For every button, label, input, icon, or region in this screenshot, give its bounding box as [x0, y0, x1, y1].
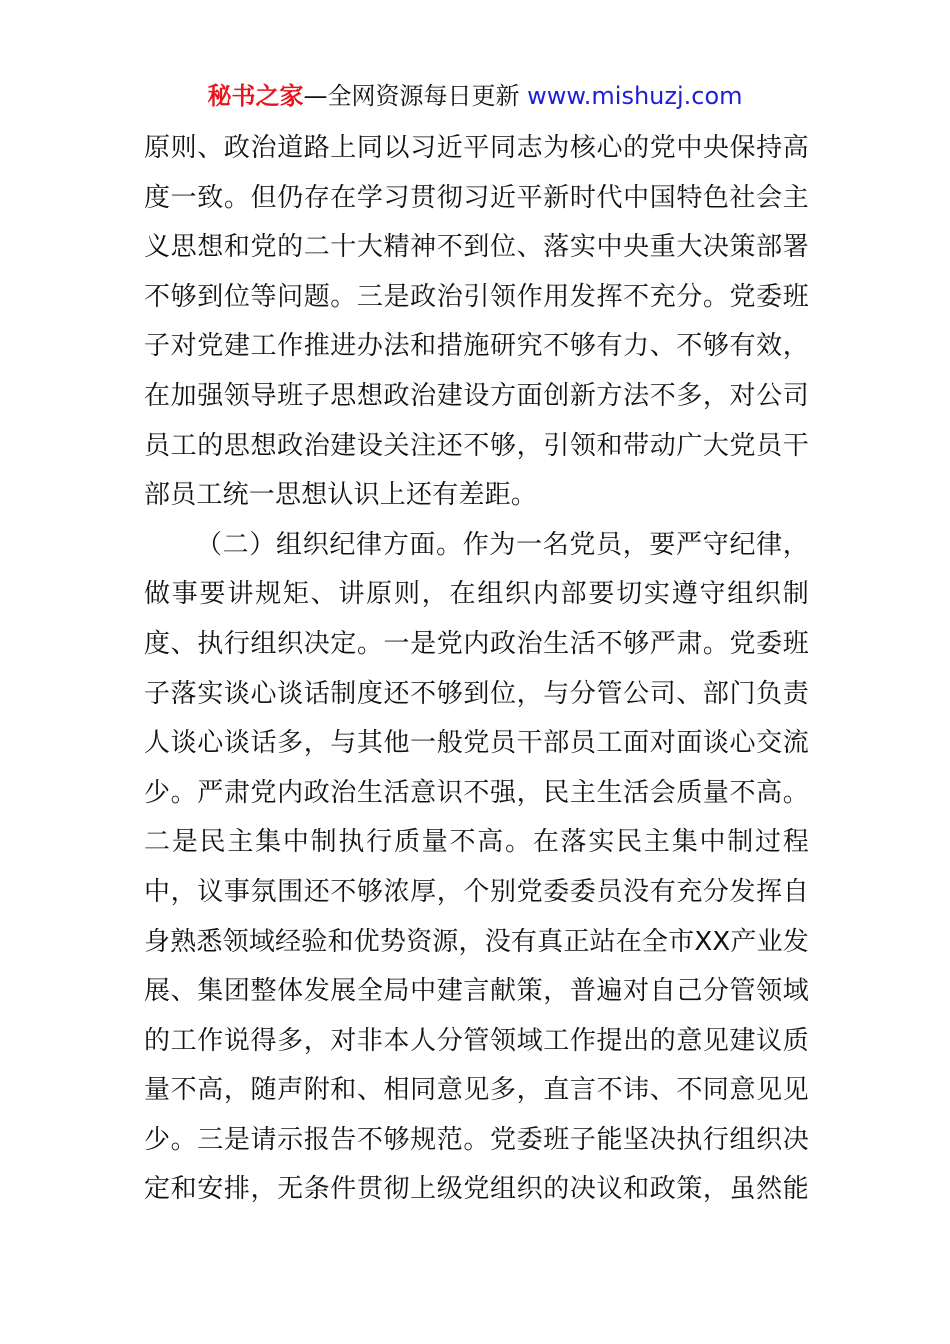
text-line: 部员工统一思想认识上还有差距。: [144, 480, 538, 511]
text-line: 二是民主集中制执行质量不高。在落实民主集中制过程: [144, 827, 809, 858]
header-brand: 秘书之家: [207, 82, 304, 110]
text-line: 在加强领导班子思想政治建设方面创新方法不多，对公司: [144, 380, 809, 411]
text-line: 少。严肃党内政治生活意识不强，民主生活会质量不高。: [144, 777, 809, 808]
section-heading-line: （二）组织纪律方面。作为一名党员，要严守纪律，: [196, 529, 809, 560]
text-line: 定和安排，无条件贯彻上级党组织的决议和政策，虽然能: [144, 1174, 809, 1205]
text-line: 展、集团整体发展全局中建言献策，普遍对自己分管领域: [144, 976, 809, 1007]
text-line: 原则、政治道路上同以习近平同志为核心的党中央保持高: [144, 133, 809, 163]
text-line: 义思想和党的二十大精神不到位、落实中央重大决策部署: [144, 232, 809, 263]
text-line: 量不高，随声附和、相同意见多，直言不讳、不同意见见: [144, 1075, 809, 1106]
text-line: 少。三是请示报告不够规范。党委班子能坚决执行组织决: [144, 1124, 809, 1155]
text-line: 的工作说得多，对非本人分管领域工作提出的意见建议质: [144, 1025, 809, 1056]
text-line: 度、执行组织决定。一是党内政治生活不够严肃。党委班: [144, 628, 809, 659]
header-site-link[interactable]: www.mishuzj.com: [527, 82, 743, 110]
document-body: [144, 124, 809, 1215]
text-line: 身熟悉领域经验和优势资源，没有真正站在全市XX产业发: [144, 926, 809, 957]
page-header: [0, 78, 950, 114]
text-line: 子对党建工作推进办法和措施研究不够有力、不够有效，: [144, 331, 809, 362]
text-line: 度一致。但仍存在学习贯彻习近平新时代中国特色社会主: [144, 182, 809, 213]
text-line: 员工的思想政治建设关注还不够，引领和带动广大党员干: [144, 430, 809, 461]
text-line: 做事要讲规矩、讲原则，在组织内部要切实遵守组织制: [144, 579, 809, 610]
text-line: 子落实谈心谈话制度还不够到位，与分管公司、部门负责: [144, 678, 809, 709]
text-line: 人谈心谈话多，与其他一般党员干部员工面对面谈心交流: [144, 728, 809, 759]
text-line: 不够到位等问题。三是政治引领作用发挥不充分。党委班: [144, 281, 809, 312]
text-line: 中，议事氛围还不够浓厚，个别党委委员没有充分发挥自: [144, 876, 809, 907]
header-tagline: —全网资源每日更新: [303, 82, 520, 110]
